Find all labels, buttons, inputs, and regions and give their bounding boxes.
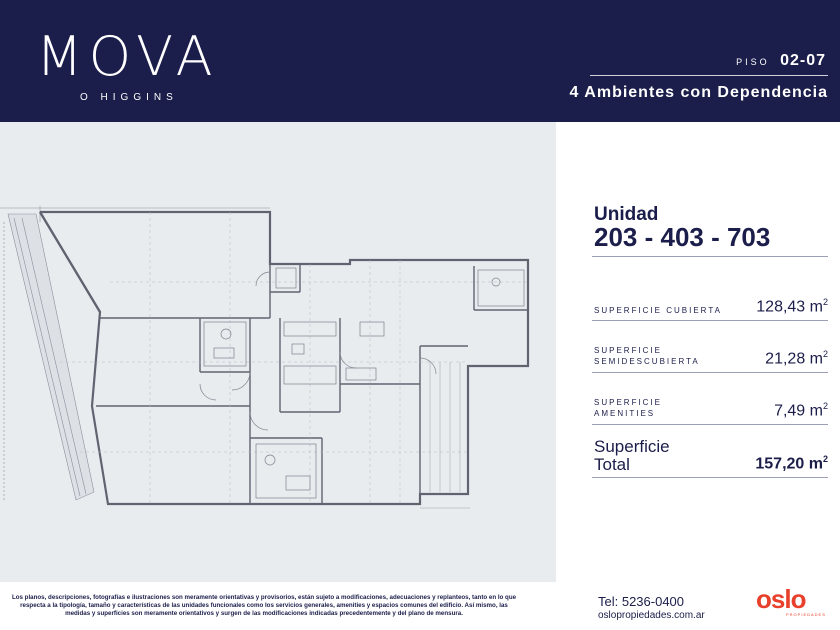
superficie-semidescubierta-label-line2: SEMIDESCUBIERTA [594, 357, 700, 366]
piso-indicator [736, 52, 826, 70]
mova-logo: MOVA [36, 25, 219, 88]
unidad-label: Unidad [594, 204, 659, 225]
superficie-total-divider [592, 477, 828, 478]
legal-disclaimer: Los planos, descripciones, fotografías e ilustraciones son meramente orientativas y provisorios, están sujeto a modificaciones, adecuaciones y replanteos, tanto en lo que respecta a la tipología, tamaño y características de las unidades funcionales como los servicios generales, amenities y espacios comunes del edificio. Así mismo, las medidas y superficies son meramente orientativos y surgen de las modificaciones indicadas precedentemente y del plano de mensura. [11, 594, 517, 618]
superficie-cubierta-label [594, 305, 722, 316]
superficie-amenities-value-text: 7,49 m [774, 402, 823, 420]
superficie-total-label-line2: Total [594, 455, 630, 474]
contact-website[interactable]: oslopropiedades.com.ar [598, 610, 705, 621]
superficie-semidescubierta-value [765, 349, 828, 368]
unidad-divider [592, 256, 828, 257]
oslo-logo: oslo [756, 584, 806, 614]
superficie-amenities-label [594, 397, 662, 419]
superficie-amenities-value [774, 401, 828, 420]
superficie-total-label [594, 438, 670, 474]
logo-subtitle: O HIGGINS [80, 92, 178, 103]
oslo-logo-tagline: PROPIEDADES [786, 612, 826, 617]
tipologia-title: 4 Ambientes con Dependencia [569, 84, 828, 101]
floor-plan-panel [0, 122, 556, 582]
superficie-cubierta-exp: 2 [822, 297, 828, 307]
superficie-cubierta-value [756, 297, 828, 316]
superficie-cubierta-label-text: SUPERFICIE CUBIERTA [594, 306, 722, 315]
superficie-total-label-line1: Superficie [594, 437, 670, 456]
superficie-cubierta-divider [592, 320, 828, 321]
header [0, 0, 840, 122]
superficie-semidescubierta-label [594, 345, 700, 367]
superficie-amenities-exp: 2 [822, 401, 828, 411]
unidad-value: 203 - 403 - 703 [594, 222, 771, 252]
superficie-amenities-label-line2: AMENITIES [594, 409, 656, 418]
superficie-total-value [755, 454, 828, 473]
superficie-semidescubierta-exp: 2 [822, 349, 828, 359]
piso-label: PISO [736, 57, 770, 67]
superficie-semidescubierta-value-text: 21,28 m [765, 350, 823, 368]
superficie-amenities-divider [592, 424, 828, 425]
superficie-amenities-label-line1: SUPERFICIE [594, 398, 663, 407]
floor-plan-drawing [0, 122, 556, 582]
superficie-cubierta-value-text: 128,43 m [756, 298, 823, 316]
superficie-total-value-text: 157,20 m [755, 455, 823, 473]
header-divider [590, 75, 828, 76]
superficie-semidescubierta-divider [592, 372, 828, 373]
piso-value: 02-07 [780, 52, 826, 69]
contact-phone: Tel: 5236-0400 [598, 594, 685, 609]
superficie-total-exp: 2 [822, 454, 828, 464]
superficie-semidescubierta-label-line1: SUPERFICIE [594, 346, 663, 355]
